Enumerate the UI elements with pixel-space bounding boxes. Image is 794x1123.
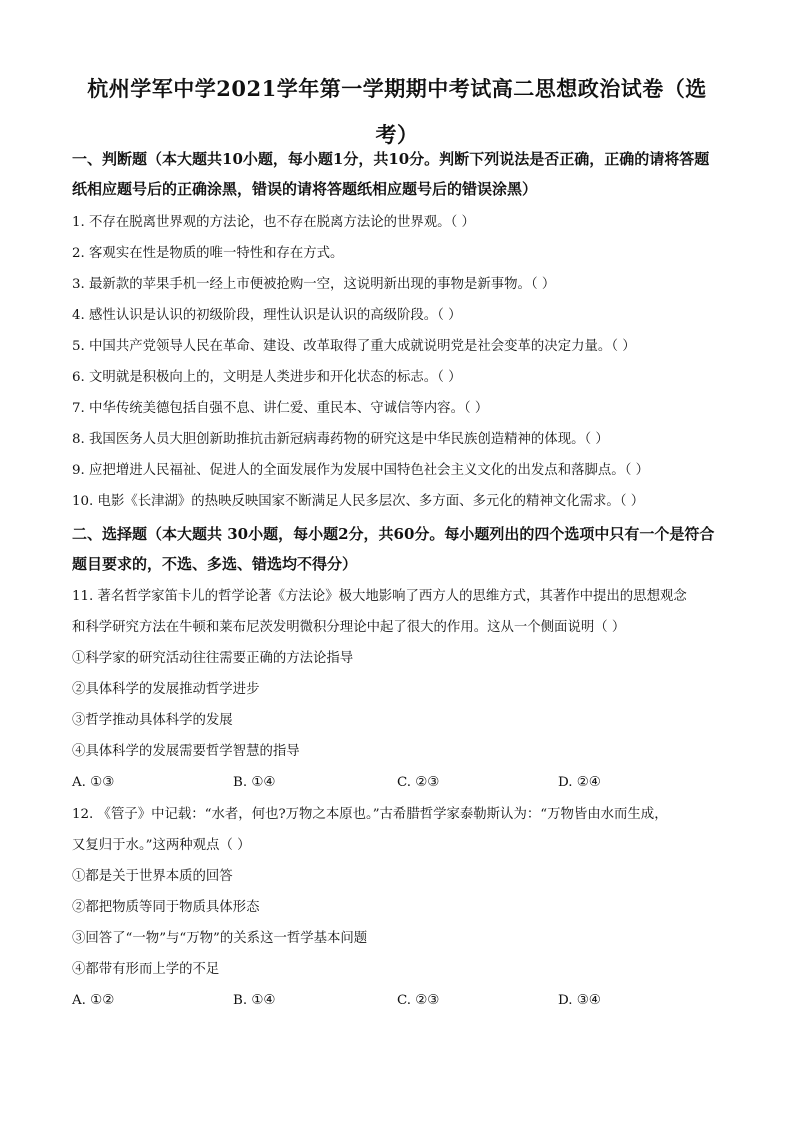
judge-item-5: 5. 中国共产党领导人民在革命、建设、改革取得了重大成就说明党是社会变革的决定力量。（ ）: [72, 339, 636, 354]
q12-statement-4: ④都带有形而上学的不足: [72, 962, 220, 977]
q11-statement-1: ①科学家的研究活动往往需要正确的方法论指导: [72, 651, 354, 666]
judge-item-10: 10. 电影《长津湖》的热映反映国家不断满足人民多层次、多方面、多元化的精神文化需求。（ ）: [72, 494, 645, 509]
q11-statement-3: ③哲学推动具体科学的发展: [72, 713, 233, 728]
judge-item-6: 6. 文明就是积极向上的，文明是人类进步和开化状态的标志。（ ）: [72, 370, 462, 385]
q12-statement-1: ①都是关于世界本质的回答: [72, 869, 233, 884]
judge-item-7: 7. 中华传统美德包括自强不息、讲仁爱、重民本、守诚信等内容。（ ）: [72, 401, 489, 416]
judge-item-1: 1. 不存在脱离世界观的方法论，也不存在脱离方法论的世界观。（ ）: [72, 215, 475, 230]
judge-item-4: 4. 感性认识是认识的初级阶段，理性认识是认识的高级阶段。（ ）: [72, 308, 462, 323]
q11-statement-2: ②具体科学的发展推动哲学进步: [72, 682, 260, 697]
judge-item-2: 2. 客观实在性是物质的唯一特性和存在方式。: [72, 246, 344, 261]
judge-item-8: 8. 我国医务人员大胆创新助推抗击新冠病毒药物的研究这是中华民族创造精神的体现。（ ）: [72, 432, 609, 447]
q11-options: [72, 773, 724, 793]
q11-stem-line-1: 11. 著名哲学家笛卡儿的哲学论著《方法论》极大地影响了西方人的思维方式，其著作中提出的思想观念: [72, 589, 687, 604]
q11-option-c: C. ②③: [397, 775, 440, 790]
q11-option-a: A. ①③: [72, 775, 115, 790]
judge-item-3: 3. 最新款的苹果手机一经上市便被抢购一空，这说明新出现的事物是新事物。（ ）: [72, 277, 556, 292]
judge-item-9: 9. 应把增进人民福祉、促进人的全面发展作为发展中国特色社会主义文化的出发点和落脚点。（ ）: [72, 463, 649, 478]
q12-options: [72, 991, 724, 1011]
q12-stem-line-1: 12. 《管子》中记载：“水者，何也?万物之本原也。”古希腊哲学家泰勒斯认为：“万物皆由水而生成，: [72, 807, 668, 822]
q11-option-d: D. ②④: [558, 775, 601, 790]
q12-option-a: A. ①②: [72, 993, 115, 1008]
section-1-heading: 一、判断题（本大题共10小题，每小题1分，共10分。判断下列说法是否正确，正确的请将答题纸相应题号后的正确涂黑，错误的请将答题纸相应题号后的错误涂黑）: [72, 150, 710, 198]
q11-option-b: B. ①④: [233, 775, 276, 790]
q12-stem-line-2: 又复归于水。”这两种观点（ ）: [72, 838, 251, 853]
page-title: 杭州学军中学2021学年第一学期期中考试高二思想政治试卷（选考）: [87, 76, 707, 147]
q11-statement-4: ④具体科学的发展需要哲学智慧的指导: [72, 744, 300, 759]
q12-option-c: C. ②③: [397, 993, 440, 1008]
q12-option-d: D. ③④: [558, 993, 601, 1008]
q11-stem-line-2: 和科学研究方法在牛顿和莱布尼茨发明微积分理论中起了很大的作用。这从一个侧面说明（ ）: [72, 620, 626, 635]
q12-option-b: B. ①④: [233, 993, 276, 1008]
q12-statement-2: ②都把物质等同于物质具体形态: [72, 900, 260, 915]
q12-statement-3: ③回答了“一物”与“万物”的关系这一哲学基本问题: [72, 931, 368, 946]
section-2-heading: 二、选择题（本大题共 30小题，每小题2分，共60分。每小题列出的四个选项中只有一个是符合题目要求的，不选、多选、错选均不得分）: [72, 525, 715, 573]
